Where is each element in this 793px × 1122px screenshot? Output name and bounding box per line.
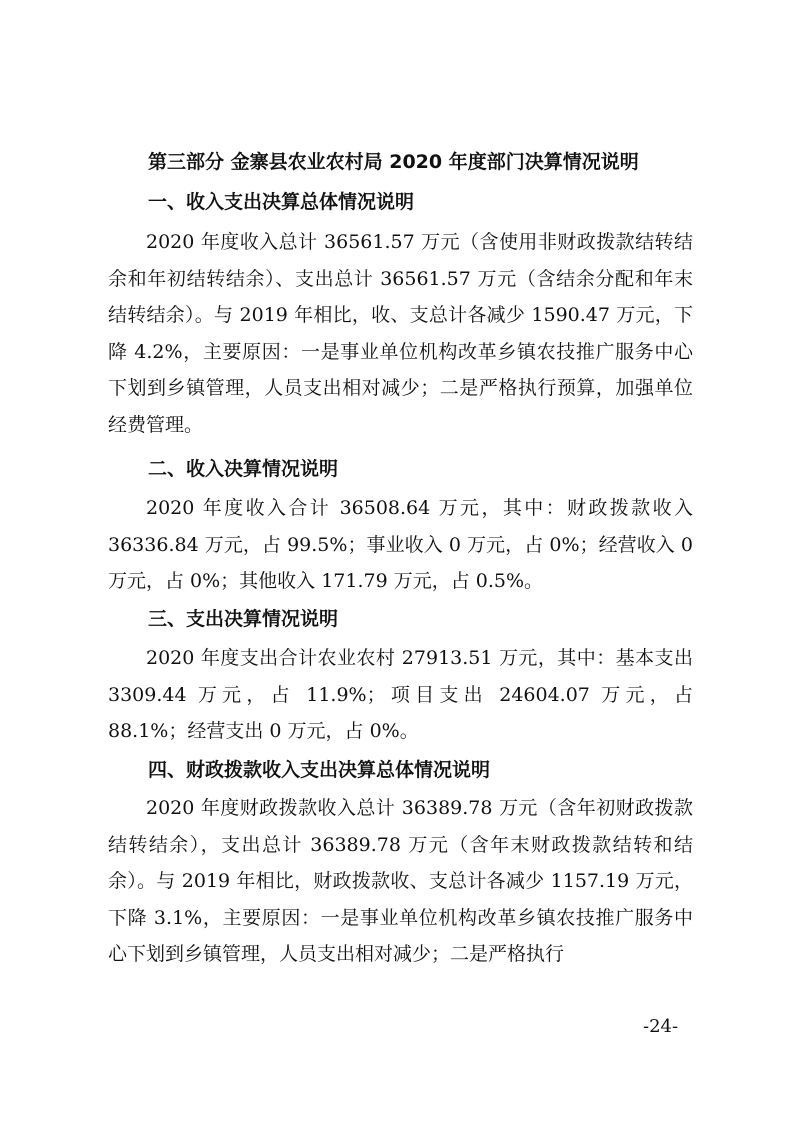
section-heading-4: 四、财政拨款收入支出决算总体情况说明 xyxy=(148,759,491,781)
page-number: -24- xyxy=(643,1016,679,1037)
section-paragraph-3: 2020 年度支出合计农业农村 27913.51 万元，其中：基本支出 3309.44 万元，占 11.9%；项目支出 24604.07 万元，占 88.1%；经营支出 0 万元，占 0%。 xyxy=(108,647,693,742)
section-heading-3: 三、支出决算情况说明 xyxy=(148,608,339,630)
section-paragraph-2: 2020 年度收入合计 36508.64 万元，其中：财政拨款收入 36336.84 万元，占 99.5%；事业收入 0 万元，占 0%；经营收入 0 万元，占 0%；其他收入 171.79 万元，占 0.5%。 xyxy=(108,497,693,592)
section-heading-2: 二、收入决算情况说明 xyxy=(148,458,339,480)
section-paragraph-4: 2020 年度财政拨款收入总计 36389.78 万元（含年初财政拨款结转结余），支出总计 36389.78 万元（含年末财政拨款结转和结余）。与 2019 年相比，财政拨款收、支总计各减少 1157.19 万元，下降 3.1%，主要原因：一是事业单位机构改革乡镇农技推广服务中心下划到乡镇管理，人员支出相对减少；二是严格执行 xyxy=(108,797,693,965)
section-heading-1: 一、收入支出决算总体情况说明 xyxy=(148,191,415,213)
page-title: 第三部分 金寨县农业农村局 2020 年度部门决算情况说明 xyxy=(148,151,639,173)
section-paragraph-1: 2020 年度收入总计 36561.57 万元（含使用非财政拨款结转结余和年初结转结余）、支出总计 36561.57 万元（含结余分配和年末结转结余）。与 2019 年相比，收、支总计各减少 1590.47 万元，下降 4.2%，主要原因：一是事业单位机构改革乡镇农技推广服务中心下划到乡镇管理，人员支出相对减少；二是严格执行预算，加强单位经费管理。 xyxy=(108,231,693,436)
